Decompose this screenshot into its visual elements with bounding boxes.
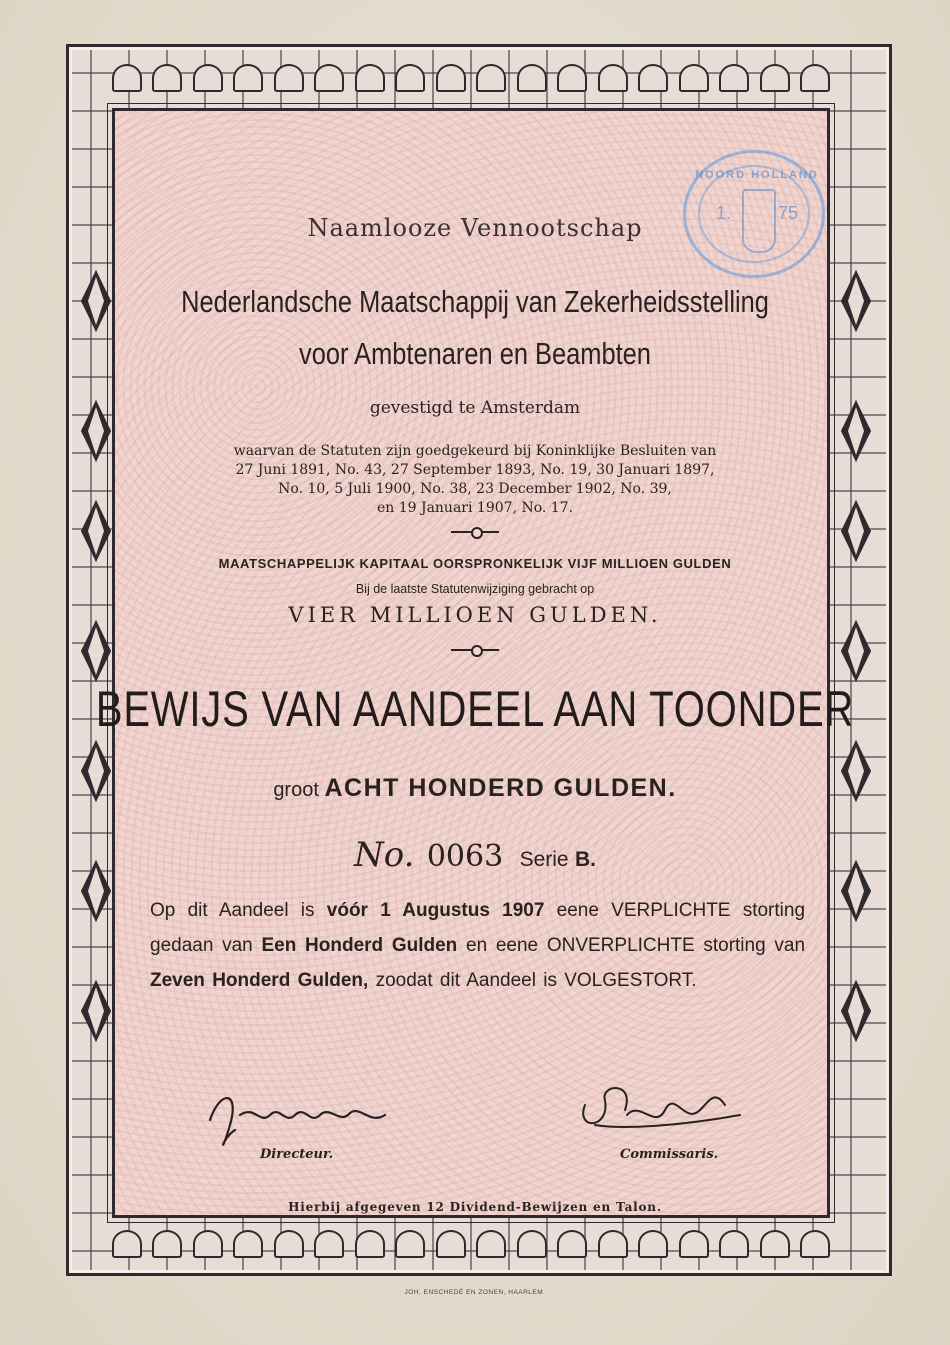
commissioner-label: Commissaris. xyxy=(620,1147,719,1162)
stamp-left-value: 1. xyxy=(716,203,732,223)
capital-amendment: Bij de laatste Statutenwijziging gebracht op xyxy=(355,582,595,596)
stamp-region: NOORD HOLLAND xyxy=(695,169,819,181)
payment-paragraph xyxy=(150,893,805,998)
para-part-4: zoodat dit Aandeel is VOLGESTORT. xyxy=(375,970,697,991)
value-amount: ACHT HONDERD GULDEN. xyxy=(324,774,677,802)
left-diamond-column xyxy=(78,180,112,1130)
right-diamond-column xyxy=(838,180,872,1130)
commissioner-signature xyxy=(565,1070,755,1150)
para-part-1: Op dit Aandeel is xyxy=(150,900,315,921)
company-name-line2: voor Ambtenaren en Beambten xyxy=(299,336,651,371)
bottom-ornament-row xyxy=(112,1230,830,1264)
director-label: Directeur. xyxy=(260,1147,334,1162)
share-number xyxy=(0,835,950,875)
para-part-3: en eene ONVERPLICHTE storting van xyxy=(466,935,806,956)
company-type: Naamlooze Vennootschap xyxy=(307,214,643,242)
capital-original: MAATSCHAPPELIJK KAPITAAL OORSPRONKELIJK VIJF MILLIOEN GULDEN xyxy=(218,556,732,571)
para-amount-2: Zeven Honderd Gulden, xyxy=(150,970,369,991)
director-signature xyxy=(200,1080,410,1150)
statutes-line-1: waarvan de Statuten zijn goedgekeurd bij Koninklijke Besluiten van xyxy=(233,443,717,459)
para-part-2: eene VERPLICHTE storting gedaan van xyxy=(150,900,806,956)
para-amount-1: Een Honderd Gulden xyxy=(261,935,458,956)
value-prefix: groot xyxy=(273,779,319,801)
statutes-line-2: 27 Juni 1891, No. 43, 27 September 1893, No. 19, 30 Januari 1897, xyxy=(235,462,715,478)
number-value: 0063 xyxy=(426,839,504,874)
statutes-line-3: No. 10, 5 Juli 1900, No. 38, 23 December 1902, No. 39, xyxy=(278,481,672,497)
printer-imprint: JOH. ENSCHEDÉ EN ZONEN, HAARLEM. xyxy=(404,1289,546,1296)
ornament-divider-2 xyxy=(451,645,499,655)
stamp-right-value: 75 xyxy=(778,203,799,223)
statutes-line-4: en 19 Januari 1907, No. 17. xyxy=(376,500,574,516)
share-value xyxy=(0,774,950,803)
ornament-divider xyxy=(451,527,499,537)
company-seat: gevestigd te Amsterdam xyxy=(369,398,581,418)
serie-value: B. xyxy=(574,848,596,871)
para-date: vóór 1 Augustus 1907 xyxy=(326,900,545,921)
company-name-line1: Nederlandsche Maatschappij van Zekerheidsstelling xyxy=(181,284,769,319)
serie-label: Serie xyxy=(519,848,569,871)
top-ornament-row xyxy=(112,64,830,98)
certificate-panel xyxy=(112,108,830,1218)
dividend-note: Hierbij afgegeven 12 Dividend-Bewijzen en Talon. xyxy=(288,1200,662,1214)
number-symbol: No. xyxy=(354,835,415,875)
certificate-title: BEWIJS VAN AANDEEL AAN TOONDER xyxy=(95,681,855,737)
capital-current: VIER MILLIOEN GULDEN. xyxy=(288,603,662,627)
